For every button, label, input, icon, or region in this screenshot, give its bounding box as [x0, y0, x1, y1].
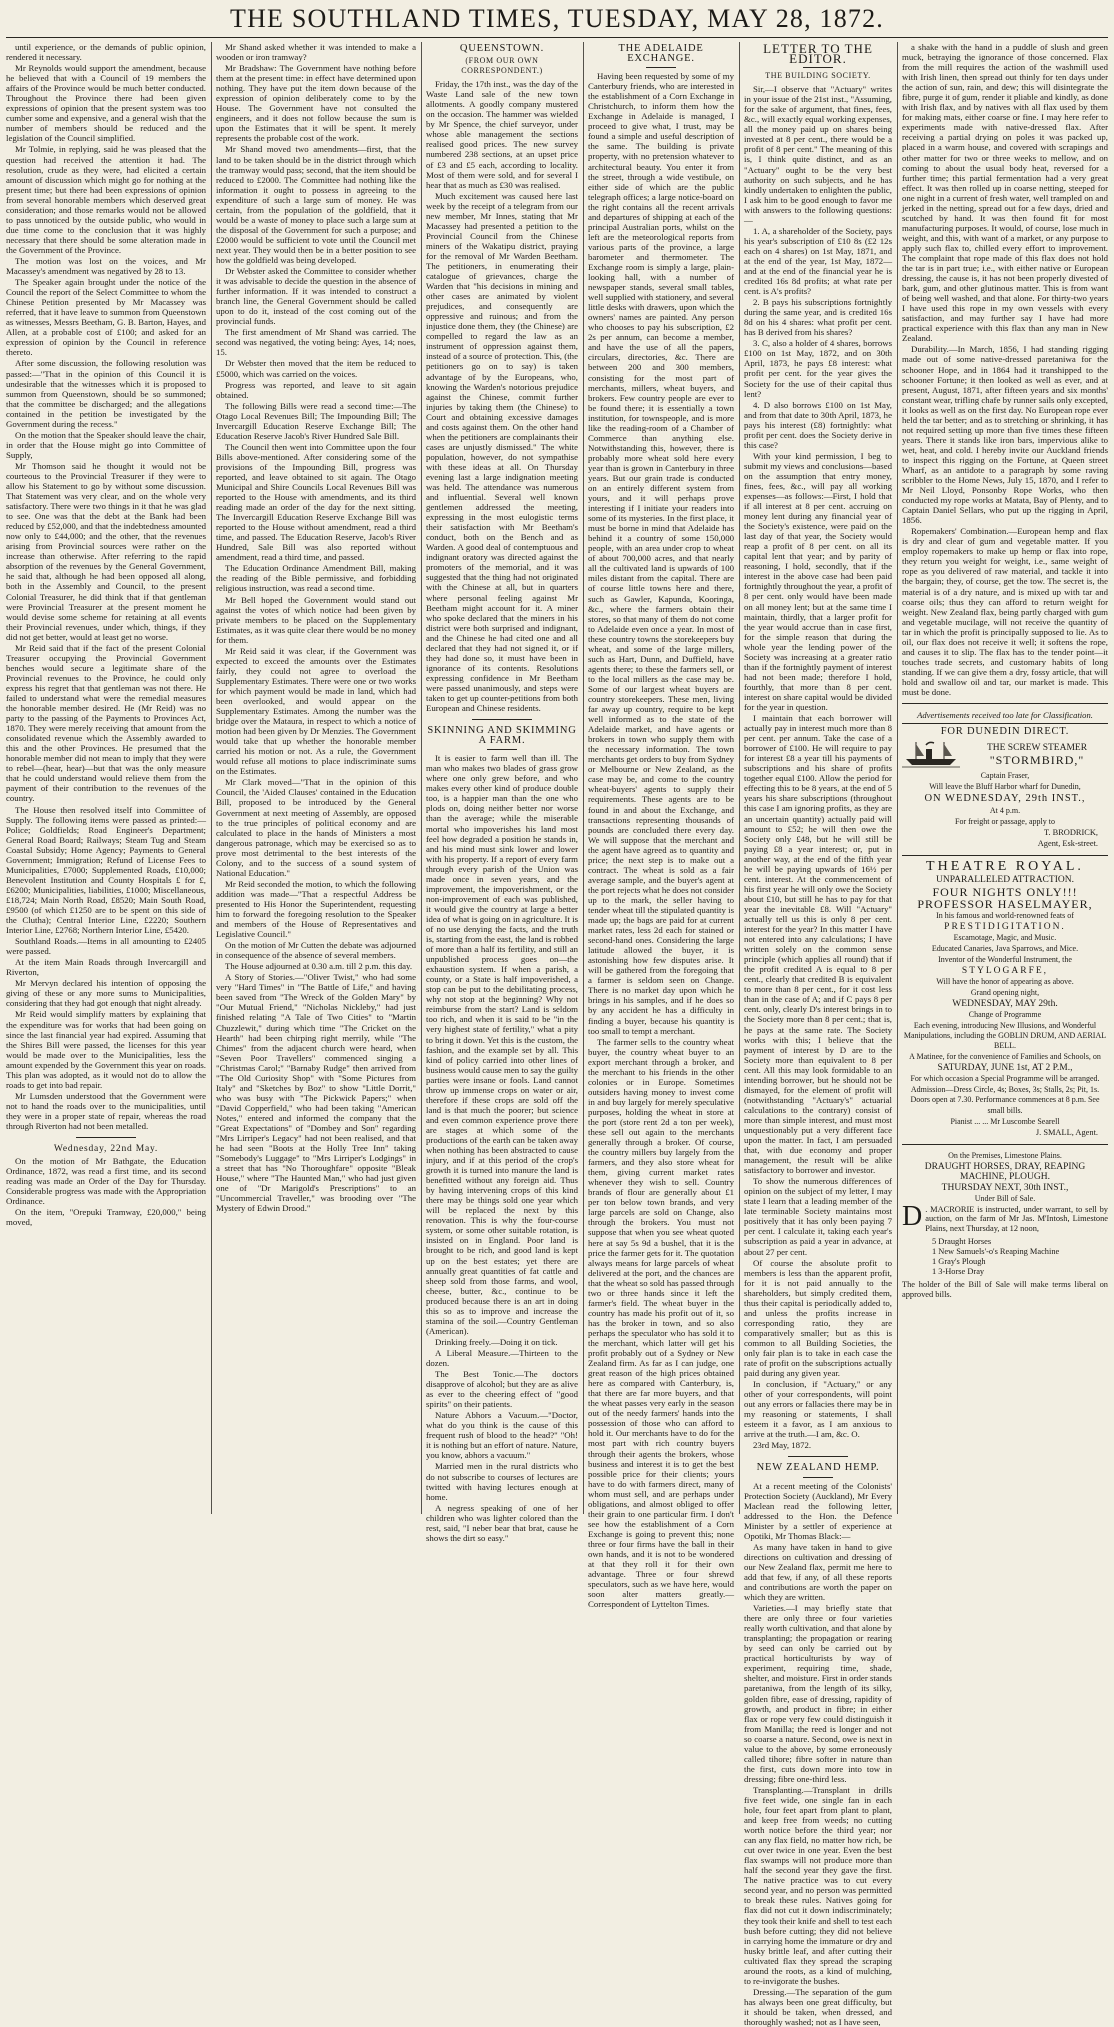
section-divider: [487, 749, 517, 750]
paragraph: In conclusion, if "Actuary," or any other of your correspondents, will point out any errors or fallacies there may be in my reasoning or statements, I shall esteem it a favor, as I am anxious to arrive at the truth.—I am, &c. O.: [744, 1379, 892, 1440]
ad-line: PROFESSOR HASELMAYER,: [917, 896, 1093, 911]
article-farm: [426, 753, 578, 1543]
paragraph: I maintain that each borrower will actually pay in interest much more than 8 per cent. per annum. Take the case of a borrower of £100. He will require to pay for interest £8 a year till his payments of subscriptions and his share of profits together equal £100. Allow the period for effecting this to be 8 years, at the end of 5 years his share subscriptions (throughout this case I am ignoring profits, as they are an uncertain quantity) actually paid will amount to £52; he will then owe the Society only £48, but he will still be paying £8 a year interest; or, put in another way, at the end of the fifth year he will be paying upwards of 16½ per cent. interest. At the commencement of his first year he will only owe the Society about £10, but still he has to pay for that year the inevitable £8. Will "Actuary" actually tell us this is only 8 per cent. interest for the year? In this matter I have not entered into any calculations; I have written solely on the common sense principle (which applies all round) that if the profit credited A is equal to 8 per cent., clearly that credited B is equivalent to more than 8 per cent., for it cost less than in the case of A; and if C pays 8 per cent. only, clearly D's interest brings in to the Society more than 8 per cent.; that is, he pays at the same rate. The Society works with this; I believe that the payment of interest by D are to the Society more than equivalent to 8 per cent. All this may look formidable to an intending borrower, but he should not be dismayed, for the element of profit will (notwithstanding "Actuary's" actuarial calculations to the contrary) consist of more than simple interest, and must most unquestionably put a very different face upon the matter. In fact, I am persuaded that, with due economy and proper management, the result will be alike satisfactory to borrower and investor.: [744, 713, 892, 1176]
ad-title: DRAUGHT HORSES, DRAY, REAPING MACHINE, PLOUGH.: [924, 1161, 1086, 1182]
council-report-wednesday: [6, 1156, 206, 1227]
paragraph: On the motion that the Speaker should leave the chair, in order that the House might go into Committee of Supply,: [6, 429, 206, 460]
paragraph: The Speaker again brought under the notice of the Council the report of the Select Committee to whom the Chinese Petition presented by Mr Macassey was referred, that it have leave to summon from Queenstown as witnesses, Messrs Beetham, G. B. Barton, Hayes, and Allen, at a probable cost of £100; and asked for an expression of opinion by the Council in reference thereto.: [6, 277, 206, 358]
paragraph: Much excitement was caused here last week by the receipt of a telegram from our new member, Mr Innes, stating that Mr Macassey had presented a petition to the Provincial Council from the Chinese miners of the Wakatipu district, praying for the removal of Mr Warden Beetham. The petitioners, in enumerating their catalogue of grievances, charge the Warden that "his decisions in mining and other cases are animated by violent prejudices, and consequently are oppressive and ruinous; and from the injustice done them, they (the Chinese) are compelled to regard the law as an instrument of oppression against them, instead of a source of protection. This, (the petitioners go on to say) is taken advantage of by the Europeans, who, knowing the Warden's notorious prejudice against the Chinese, commit further injuries by taking them (the Chinese) to Court and obtaining excessive damages and costs against them. On the other hand when the petitioners are complainants their cases are unjustly dismissed." The white population, however, do not sympathise with these ideas at all. On Thursday evening last a large indignation meeting was held. The attendance was numerous and influential. Several well known gentlemen addressed the meeting, expressing in the most eulogistic terms their satisfaction with Mr Beetham's conduct, both on the Bench and as Warden. A good deal of contemptuous and indignant oratory was directed against the promoters of the memorial, and it was suggested that the thing had not originated with the Chinese at all, but in quarters where personal feeling against Mr Beetham might account for it. A miner who spoke declared that the miners in his district were both surprised and indignant, and the Chinese he had cited one and all declared that they had not signed it, or if they had done so, it must have been in ignorance of its contents. Resolutions expressing confidence in Mr Beetham were passed unanimously, and steps were taken to get up counter-petitions from both European and Chinese residents.: [426, 190, 578, 714]
paragraph: Dr Webster asked the Committee to consider whether it was advisable to decide the question in the absence of further information. If it was intended to construct a branch line, the General Government should be called upon to do it, instead of the cost coming out of the provincial funds.: [216, 266, 416, 327]
paragraph: Friday, the 17th inst., was the day of the Waste Land sale of the new town allotments. A goodly company mustered on the occasion. The hammer was wielded by Mr Spence, the chief surveyor, under whose able management the sections realised good prices. The new survey numbered 238 sections, at an upset price of £3 and £5 each, according to locality. Most of them were sold, and for several I hear that as much as £30 was realised.: [426, 79, 578, 190]
ad-line: In his famous and world-renowned feats of: [936, 910, 1074, 920]
ad-line: Will have the honor of appearing as above.: [936, 976, 1074, 986]
paragraph: After some discussion, the following resolution was passed:—"That in the opinion of this Council it is undesirable that the witnesses which it is proposed to summon from Queenstown, should be so summoned; that the committee be discharged; and the allegations contained in the petition be investigated by the Government during the recess.": [6, 358, 206, 429]
ad-line: WEDNESDAY, MAY 29th.: [952, 999, 1058, 1010]
ad-item-list: [932, 1237, 1108, 1277]
paragraph: The House adjourned at 0.30 a.m. till 2 p.m. this day.: [225, 961, 413, 972]
paragraph: 1. A, a shareholder of the Society, pays his year's subscription of £10 8s (£2 12s each on 4 shares) on 1st May, 1871, and at the end of the year, 1st May, 1872—and at the end of the financial year he is credited 16s 8d profits; at what rate per cent. is A's profits?: [744, 225, 892, 297]
list-item: 1 New Samuels'-o's Reaping Machine: [932, 1246, 1060, 1256]
paragraph: Mr Bradshaw: The Government have nothing before them at the present time: in effect have determined upon nothing. They have put the item down because of the expression of opinion deliberately come to by the House. The Government have not consulted the engineers, and it does not follow because the sum is upon the Estimates that it will be spent. It merely represents the probable cost of the work.: [216, 63, 416, 144]
ad-line: SATURDAY, JUNE 1st, AT 2 P.M.,: [937, 1063, 1073, 1074]
paragraph: 2. B pays his subscriptions fortnightly during the same year, and is credited 16s 8d on his 4 shares: what profit per cent. has B derived from his shares?: [744, 297, 892, 338]
ad-line: Pianist ... ... Mr Luscombe Searell: [950, 1116, 1060, 1126]
section-divider: [788, 1456, 848, 1457]
letter-building-society: [744, 84, 892, 1450]
ad-body-text: . MACRORIE is instructed, under warrant, to sell by auction, on the farm of Mr Jas. M'Intosh, Limestone Plains, next Thursday, at 12 noon,: [925, 1204, 1108, 1234]
paragraph: A negress speaking of one of her children who was lighter colored than the rest, said, "I neber bear that brat, cause he shows the dirt so easy.": [426, 1502, 578, 1543]
ad-freight: For freight or passage, apply to: [955, 817, 1055, 827]
section-divider: [902, 723, 1108, 724]
ad-line: For which occasion a Special Programme will be arranged.: [910, 1074, 1100, 1084]
paragraph: Sir,—I observe that "Actuary" writes in your issue of the 21st inst., "Assuming, for the sake of argument, that fines, fees, &c., will exactly equal working expenses, all the money paid up on shares being invested at 8 per cent., there would be a profit of 8 per cent." The meaning of this is, I think quite distinct, and as an "Actuary" ought to be the very best authority on such subjects, and he has kindly undertaken to enlighten the public, I ask him to be good enough to favor me with answers to the following questions:—: [744, 84, 892, 225]
article-title-queenstown: QUEENSTOWN.: [459, 43, 545, 54]
paragraph: At the item Main Roads through Invercargill and Riverton,: [6, 957, 206, 978]
ad-footer: The holder of the Bill of Sale will make terms liberal on approved bills.: [902, 1279, 1108, 1299]
column-1: [6, 42, 206, 1514]
ad-line: Inventor of the Wonderful Instrument, the: [938, 954, 1072, 964]
drop-cap: D: [902, 1200, 923, 1232]
paragraph: Southland Roads.—Items in all amounting to £2405 were passed.: [6, 936, 206, 957]
ad-line: Each evening, introducing New Illusions, and Wonderful Manipulations, including the GOBLIN DRUM, AND AERIAL BELL.: [903, 1021, 1107, 1051]
paragraph: The Council then went into Committee upon the four Bills above-mentioned. After considering some of the provisions of the Impounding Bill, progress was reported, and leave obtained to sit again. The Otago Municipal and Shire Councils Local Revenues Bill was reported to the House with amendments, and its third reading made an order of the day for the next sitting. The Invercargill Education Reserve Exchange Bill was reported to the House without amendment, read a third time, and passed. The Education Reserve, Jacob's River Hundred, Sale Bill was also reported without amendment, read a third time, and passed.: [216, 441, 416, 563]
paragraph: 3. C, also a holder of 4 shares, borrows £100 on 1st May, 1872, and on 30th April, 1873, he pays £8 interest: what profit per cent. for the year gives the Society for the use of their capital thus lent?: [744, 338, 892, 399]
paragraph: The House then resolved itself into Committee of Supply. The following items were passed as printed:—Police; Goldfields; Road Engineer's Department; General Road Board; Railways; Steam Tug and Steam Coastal Subsidy; Home Agency; Payments to General Government; Immigration; Refund of License Fees to Municipalities, £7000; Supplemented Roads, £10,000; Benevolent Institution and County Hospitals £ for £, £6200; Municipalities, liabilities, £1000; Miscellaneous, £18,724; Main North Road, £8520; Main South Road, £9500 (of which £1250 are to be spent on this side of the Clutha); Central Interior Line, £2220; Southern Interior Line, £2768; Northern Interior Line, £5420.: [6, 804, 206, 936]
paragraph: A Story of Stories.—"Oliver Twist," who had some very "Hard Times" in "The Battle of Life," and having been saved from "The Wreck of the Golden Mary" by "Our Mutual Friend," "Nicholas Nickleby," had just finished relating "A Tale of Two Cities" to "Martin Chuzzlewit," during which time "The Cricket on the Hearth" had been chirping right merrily, while "The Chimes" from the adjacent church were heard, when "Seven Poor Travellers" commenced singing a "Christmas Carol;" "Barnaby Rudge" then arrived from "The Old Curiosity Shop" with "Some Pictures from Italy" and "Sketches by Boz" to show "Little Dorrit," who was busy with "The Pickwick Papers;" when "David Copperfield," who had been taking "American Notes," entered and informed the company that the "Great Expectations" of "Dombey and Son" regarding "Mrs Lirriper's Legacy" had not been realised, and that he had seen "Boots at the Holly Tree Inn" taking "Somebody's Luggage" to "Mrs Lirriper's Lodgings" in a street that has "No Thoroughfare" opposite "Bleak House," where "The Haunted Man," who had just given one of "Dr Marigold's Prescriptions" to an "Uncommercial Traveller," was brooding over "The Mystery of Edwin Drood.": [216, 972, 416, 1214]
ad-body: [902, 1200, 1108, 1234]
article-nz-hemp: [744, 1481, 892, 2027]
column-rule: [897, 42, 898, 1514]
section-divider: [902, 855, 1108, 856]
ad-line: Grand opening night,: [970, 987, 1040, 997]
ad-line: THE SCREW STEAMER: [986, 742, 1088, 753]
paragraph: Varieties.—I may briefly state that there are only three or four varieties really worth cultivation, and that alone by transplanting; the propagation or rearing by seed can only be carried out by practical horticulturists by way of experiment, requiring time, shade, shelter, and moisture. First in order stands paretaniwa, from the length of its silky, golden fibre, ease of dressing, rapidity of growth, and product in fibre; in either flax or rope very few could distinguish it from Manilla; the reed is longer and not so coarse a nature. Second, owe is next in value to the above, by some erroneously called tihore; fibre softer in nature than the first, cuts down more into tow in dressing; fibre one-third less.: [744, 1603, 892, 1784]
column-2: [216, 42, 416, 1514]
paragraph: Nature Abhors a Vacuum.—"Doctor, what do you think is the cause of this frequent rush of blood to the head?" "Oh! it is nothing but an effort of nature. Nature, you know, abhors a vacuum.": [426, 1410, 578, 1461]
paragraph: Mr Shand asked whether it was intended to make a wooden or iron tramway?: [216, 42, 416, 63]
paragraph: Mr Thomson said he thought it would not be courteous to the Provincial Treasurer if they were to allow his Statement to go by without some discussion. That Statement was very clear, and on the whole very satisfactory. There were two things in it that he was glad to see. One was that the debt at the Bank had been reduced by £52,000, and that the indebtedness amounted now only to £44,000; and the other, that the revenues arising from Provincial sources were rather on the increase than otherwise. After referring to the rapid absorption of the revenues by the General Government, he said that, although he had been opposed all along, both in the Assembly and Council, to the present Colonial Treasurer, he did think that if that gentleman were Provincial Treasurer at the present moment he would devise some scheme for retaining at all events their Provincial revenues, under which, things, if they did not get better, would at least get no worse.: [6, 460, 206, 642]
paragraph: Mr Reid seconded the motion, to which the following addition was made—"That a respectful Address be presented to His Honor the Superintendent, requesting him to forward the foregoing resolution to the Speaker and members of the House of Representatives and Legislative Council.": [216, 878, 416, 940]
ad-body: Will leave the Bluff Harbor wharf for Dunedin,: [929, 782, 1081, 792]
ad-line: Educated Canaries, Java Sparrows, and Mice.: [931, 943, 1079, 953]
steamship-icon: [902, 739, 960, 769]
section-divider: [803, 1477, 833, 1478]
ad-line: Under Bill of Sale.: [974, 1193, 1036, 1203]
section-divider: [472, 719, 532, 720]
council-report-continued: [6, 42, 206, 1131]
ad-time: At 4 p.m.: [989, 806, 1021, 816]
ad-captain: Captain Fraser,: [980, 771, 1030, 781]
paragraph: With your kind permission, I beg to submit my views and conclusions—based on the assumption that entry money, fines, fees, &c., will pay all working expenses—as follows:—First, I hold that if all interest at 8 per cent. accruing on money lent during any financial year of the Society's existence, were paid on the last day of that year, the Society would reap a profit of 8 per cent. on all its capital lent that year; and by parity of reasoning, I hold, secondly, that if the interest in the above case had been paid fortnightly throughout the year, a profit of 8 per cent. only would have been made on all money lent; but at the same time I maintain, thirdly, that a larger profit for the year would accrue than in case first, for the simple reason that during the whole year the lending power of the Society was increasing at a greater ratio than if the fortnightly payment of interest had not been made; therefore I hold, fourthly, that more than 8 per cent. interest on share capital would be divided for the year in question.: [744, 450, 892, 712]
ad-agent-name: T. BRODRICK,: [1043, 828, 1098, 838]
ad-line: Escamotage, Magic, and Music.: [953, 932, 1057, 942]
article-subtitle: (FROM OUR OWN CORRESPONDENT.): [461, 56, 543, 76]
masthead: THE SOUTHLAND TIMES, TUESDAY, MAY 28, 1872.: [230, 4, 884, 33]
masthead-rule: [6, 37, 1108, 38]
ad-line: UNPARALLELED ATTRACTION.: [936, 874, 1074, 885]
column-5: [744, 41, 892, 2027]
list-item: 1 Gray's Plough: [932, 1256, 986, 1266]
paragraph: Progress was reported, and leave to sit again obtained.: [216, 379, 416, 400]
ad-line: PRESTIDIGITATION.: [944, 921, 1066, 932]
paragraph: Ropemakers' Combination.—European hemp and flax is dry and clear of gum and vegetable matter. If you employ ropemakers to make up hemp or flax into rope, they return you weight for weight, i.e., same weight of rope as you delivered of raw material, and tackle it into the bargain; they, of course, get the tow. The secret is, the material is of a dry nature, and is mixed up with tar and coarse oils; thus they can afford to return weight for weight. New Zealand flax, being partly charged with gum and vegetable mucilage, will not receive the quantity of tar in which the profit is principally supposed to lie. As to oil, our flax does not receive it well; it softens the rope, and causes it to slip. The flax has to the tender point—it touches trade secrets, and customary habits of long standing. If we can give them a dry, fossy article, that will hold and swallow oil and tar, our market is made. This must be done.: [902, 526, 1108, 697]
ad-dunedin-steamer: [902, 727, 1108, 849]
paragraph: On the item, "Orepuki Tramway, £20,000," being moved,: [6, 1207, 206, 1228]
paragraph: Mr Reid said that if the fact of the present Colonial Treasurer occupying the Provincial Government benches would secure a legitimate share of the Provincial revenues to the Province, he could only express his regret that that gentleman was not there. He failed to understand what were the remedial measures the honorable member desired. He (Mr Reid) was no party to the passing of the Payments to Provinces Act, 1870. They were merely receiving that amount from the consolidated revenue which the Assembly awarded to this and the other Provinces. He presumed that the honorable member did not mean to imply that they were to rebel—(hear, hear)—but that was the only measure that he could understand would relieve them from the payment of their contribution to the revenues of the country.: [6, 642, 206, 804]
list-item: 5 Draught Horses: [932, 1236, 992, 1246]
paragraph: Mr Shand moved two amendments—first, that the land to be taken should be in the district through which the tramway would pass; second, that the item should be reduced to £2000. The Committee had nothing like the information it ought to possess in agreeing to the expenditure of such a large sum of money. He was certain, from the population of the goldfield, that it would be a waste of money to place such a large sum at the disposal of the Government for such a purpose; and £2000 would be sufficient to vote until the Council met next year. They would then be in a better position to see how the goldfield was being developed.: [216, 144, 416, 265]
paragraph: The following Bills were read a second time:—The Otago Local Revenues Bill; The Impounding Bill; The Invercargill Education Reserve Exchange Bill; The Education Reserve Jacob's River Hundred Sale Bill.: [216, 400, 416, 441]
column-rule: [211, 42, 212, 1514]
ad-date: ON WEDNESDAY, 29th INST.,: [924, 793, 1086, 805]
article-queenstown: [426, 79, 578, 713]
column-rule: [739, 42, 740, 1514]
council-report-continued-2: [216, 42, 416, 1213]
paragraph: Durability.—In March, 1856, I had standing rigging made out of some native-dressed paretaniwa for the schooner Hope, and in 1864 had it transhipped to the schooner Fortune; it then looked as well as ever, and at present, August, 1871, after fifteen years and six months' constant wear, trifling chafe by runner sails only excepted, it looks as well as on the first day. No European rope ever held the tar better; and as to stretching or shrinking, it has not required setting up more than five times these fifteen years. There it stands like iron bars, impervious alike to wet, heat, and cold. I hereby invite our Auckland friends to inspect this rigging on the Fortune, at Queen street Wharf, as an antidote to a paragraph by some raving scribbler to the Home News, July 15, 1870, and I refer to Mr Neil Lloyd, Ponsonby Rope Works, who then conducted my rope works at Matata, Bay of Plenty, and to Captain Daniel Sellars, who put up the rigging in April, 1856.: [902, 344, 1108, 526]
ad-agent: Agent, Esk-street.: [1037, 839, 1098, 849]
paragraph: The Best Tonic.—The doctors disapprove of alcohol; but they are as alive as ever to the cheering effect of "good spirits" on their patients.: [426, 1369, 578, 1410]
column-6: [902, 42, 1108, 1514]
paragraph: Dr Webster then moved that the item be reduced to £5000, which was carried on the voices.: [216, 358, 416, 379]
paragraph: Having been requested by some of my Canterbury friends, who are interested in the establishment of a Corn Exchange in Christchurch, to inform them how the Exchange in Adelaide is managed, I proceed to give what, I trust, may be found a simple and useful description of the same. The building is private property, with no pretension whatever to architectural beauty. You enter it from the street, through a wide vestibule, on either side of which are the public telegraph offices; a large notice-board on the right contains all the recent arrivals and departures of shipping at each of the principal Australian ports, whilst on the left are the meteorological reports from various parts of the province, a large barometer and thermometer. The Exchange room is simply a large, plain-looking hall, with a number of newspaper stands, several small tables, well supplied with stationery, and several little desks with drawers, upon which the owners' names are painted. Any person who chooses to pay his subscription, £2 2s per annum, can become a member, and have the use of all the papers, circulars, directories, &c. There are between 200 and 300 members, consisting for the most part of merchants, millers, wheat buyers, and brokers. Few country people are ever to be found there; it is essentially a town institution, for townspeople, and is more like the reading-room of a Chamber of Commerce than anything else. Notwithstanding this, however, there is probably more wheat sold here every year than is grown in Canterbury in three years. But our grain trade is conducted on an entirely different system from yours, and it will perhaps prove interesting if I initiate your readers into some of its mysteries. In the first place, it must be borne in mind that Adelaide has behind it a country of some 150,000 people, with an area under crop to wheat of about 700,000 acres, and that nearly all the cultivated land is upwards of 100 miles distant from the capital. There are of course little towns here and there, such as Gawler, Kapunda, Kooringa, &c., where the farmers obtain their stores, so that many of them do not come to Adelaide even once a year. In most of these country towns the storekeepers buy wheat, and some of the large millers, such as Hart, Dunn, and Duffield, have agents there; to these the farmers sell, or to the local millers as the case may be. Some of our largest wheat buyers are country storekeepers. These men, living far away up country, require to be kept well informed as to the state of the Adelaide market, and have agents or brokers in town who supply them with the necessary information. The town merchants get orders to buy from Sydney or Melbourne or New Zealand, as the case may be, and come to the country wheat-buyers' agents to supply their requirements. These agents are to be found in and about the Exchange, and transactions representing thousands of pounds are concluded there every day. We will suppose that the merchant and the agent have agreed as to quantity and price; the next step is to make out a contract. The wheat is sold as a fair average sample, and the buyer's agent at the port rejects what he does not consider up to the mark, the seller having to tender wheat till the stipulated quantity is made up; the bags are paid for at current market rates, less 2d each for stained or second-hand ones. Considering the large latitude allowed the buyer, it is astonishing how few disputes arise. It will be gathered from the foregoing that a farmer is seldom seen on Change. There is no market day upon which he brings in his samples, and if he does so by any accident he has a difficulty in finding a buyer, because his quantity is too small to tempt a merchant.: [588, 71, 734, 1036]
paragraph: Mr Mervyn declared his intention of opposing the giving of these or any more sums to Municipalities, considering that they had got enough that night already.: [6, 978, 206, 1009]
ad-title: THEATRE ROYAL.: [926, 859, 1084, 875]
paragraph: Mr Reid said it was clear, if the Government was expected to exceed the amounts over the Estimates fairly, they could not agree to overload the Supplementary Estimates. There were one or two works for which payment would be made in land, which had been overlooked, and would appear on the Supplementary Estimates. Among the number was the bridge over the Mataura, in respect to which a notice of motion had been given by Dr Menzies. The Government would take that up whether the honorable member carried his motion or not. As a rule, the Government would refuse all motions to place indiscriminate sums on the Estimates.: [216, 645, 416, 777]
column-3: [426, 42, 578, 1543]
paragraph: The motion was lost on the voices, and Mr Macassey's amendment was negatived by 28 to 13.: [6, 255, 206, 277]
ad-line: On the Premises, Limestone Plains.: [948, 1150, 1062, 1160]
paragraph: At a recent meeting of the Colonists' Protection Society (Auckland), Mr Every Maclean read the following letter, addressed to the Hon. the Defence Minister by a settler of experience at Opotiki, Mr Thomas Black:—: [744, 1480, 892, 1541]
article-nz-hemp-continued: [902, 42, 1108, 697]
paragraph: The farmer sells to the country wheat buyer, the country wheat buyer to an export merchant through a broker, and the merchant to his friends in the other colonies or in Europe. Sometimes outsiders having money to invest come in and buy largely for merely speculative purposes, holding the wheat in store at the port (store rent 2d a ton per week), these sell out again to the merchants generally through a broker. Of course, the country millers buy largely from the farmers, and they also store wheat for them, giving current market rates whenever they wish to sell. Country brands of flour are generally about £1 per ton below town brands, and very large parcels are sold on Change, also through the brokers. You must not suppose that when you see wheat quoted here at say 5s 9d a bushel, that it is the price the farmer gets for it. The quotation always means for large parcels of wheat delivered at the port, and the chances are that the wheat so sold has passed through two or three hands since it left the farmer's field. The wheat buyer in the country has made his profit out of it, so has the broker in town, and so also perhaps the speculator who has sold it to the merchant, which latter will get his profit probably out of a Sydney or New Zealand firm. As far as I can judge, one great reason of the high prices obtained here as compared with Canterbury, is, that there are far more buyers, and that the wheat passes very early in the season out of the needy farmers' hands into the possession of those who can afford to hold it. Our merchants have to do for the most part with rich country buyers through their agents the brokers, whose business and interest it is to get the best possible price for their clients; yours have to do with farmers direct, many of whom must sell, and are perhaps under obligations, and almost obliged to offer their grain to one particular firm. I don't see how the establishment of a Corn Exchange is going to prevent this; none three or four firms have the ball in their own hands, and it is not to be wondered at that they roll it for their own advantage. Three or four shrewd speculators, such as we have here, would soon alter matters greatly.—Correspondent of Lyttelton Times.: [588, 1036, 734, 1610]
ad-auction: [902, 1151, 1108, 1300]
column-4: [588, 42, 734, 1610]
ad-line: A Matinee, for the convenience of Families and Schools, on: [909, 1052, 1101, 1062]
ad-theatre-royal: [902, 859, 1108, 1137]
ad-line: STYLOGARFE,: [961, 965, 1049, 976]
ad-line: Admission—Dress Circle, 4s; Boxes, 3s; Stalls, 2s; Pit, 1s. Doors open at 7.30. Performance commences at 8 p.m. See small bills.: [910, 1085, 1100, 1115]
paragraph: until experience, or the demands of public opinion, rendered it necessary.: [6, 42, 206, 63]
ads-heading: Advertisements received too late for Classification.: [917, 710, 1093, 721]
paragraph: It is easier to farm well than ill. The man who makes two blades of grass grow where one only grew before, and who makes every other kind of produce double too, is a happier man than the one who plods on, doing neither better nor worse than the average; while the miserable mortal who impoverishes his land most feel how degraded a position he stands in, and his mind must sink lower and lower with his property. If a report of every farm through every parish of the Union was made once in seven years, and the improvement, the impoverishment, or the non-improvement of each was published, it would give the country at large a better idea of what is going on in agriculture. It is of no use denying the facts, and the truth is, starting from the east, the land is robbed of more than a half its fertility, and still an unpublished process goes on—the exhaustion system. If when a parish, a county, or a State is half impoverished, a stop can be put to the debilitating process, why not stop at the beginning? Why not reimburse from the start? Land is seldom too rich, and when it is said to be "in the very highest state of fertility," what a pity to bring it down. Yet this is the custom, the fashion, and the example set by all. This kind of policy carried into other lines of business would cause men to say the guilty parties were insane or fools. Land cannot throw up immense crops on water or air, therefore if these crops are sold off the land is that much the poorer; but science and even common experience prove there are stages at which some of the productions of the earth can be taken away when nothing has been abstracted to cause injury, and if at this period of the crop's growth it is turned into manure the land is benefitted without any foreign aid. Thus by having intervening crops of this kind there may be things sold one year which will be replaced the next by this renovation. This is why the four-course system, or some other suitable rotation, is insisted on in England. Poor land is brought to be rich, and good land is kept up on the best estates; yet there are annually great quantities of fat cattle and sheep sold from those farms, and wool, cheese, butter, &c., continue to be produced because there is an art in doing this so as to improve and increase the stamina of the soil.—Country Gentleman (American).: [426, 753, 578, 1336]
article-title-letter: LETTER TO THE EDITOR.: [763, 41, 873, 67]
paragraph: Transplanting.—Transplant in drills five feet wide, one single fan in each hole, four feet apart from plant to plant, and keep free from weeds; no cutting worth notice before the third year; nor can any flax field, no matter how rich, be cut over twice in one year. Even the best flax swamps will not produce more than half the second year they gave the first. The native practice was to cut every second year, and no person was permitted to break these rules. Natives going for flax did not cut it down indiscriminately; they took their knife and shell to test each bush before cutting; they did not believe in carrying home the immature or dry and husky brittle leaf, and after cutting their cultivated flax they spread the scraping around the roots, as a kind of mulching, to re-invigorate the bushes.: [744, 1784, 892, 1986]
ad-agent: J. SMALL, Agent.: [1035, 1127, 1098, 1137]
article-title-farm: SKINNING AND SKIMMING A FARM.: [427, 725, 577, 747]
section-divider: [76, 1137, 136, 1138]
paragraph: The first amendment of Mr Shand was carried. The second was negatived, the voting being: Ayes, 14; noes, 15.: [216, 327, 416, 358]
paragraph: On the motion of Mr Cutten the debate was adjourned in consequence of the absence of several members.: [216, 940, 416, 961]
section-divider: [646, 67, 676, 68]
paragraph: Mr Lumsden understood that the Government were not to hand the roads over to the municipalities, until they were in a proper state of repair, whereas the road through Riverton had not been metalled.: [6, 1090, 206, 1131]
paragraph: Drinking freely.—Doing it on tick.: [435, 1336, 558, 1347]
paragraph: Mr Bell hoped the Government would stand out against the votes of which notice had been given by private members to be placed on the Supplementary Estimates, as it was quite clear there would be no money for them.: [216, 594, 416, 645]
paragraph: Of course the absolute profit to members is less than the apparent profit, for it is not paid annually to the shareholders, but simply credited them, thus their capital is periodically added to, and unless the profits increase in corresponding ratio, they are comparatively smaller; but as this is common to all Building Societies, the only fair plan is to take in each case the rate of profit on the subscriptions actually paid during any given year.: [744, 1257, 892, 1379]
paragraph: To show the numerous differences of opinion on the subject of my letter, I may state I learn that a leading member of the late terminable Society maintains most positively that it has only been paying 7 per cent. I calculate it, taking each year's subscription as paid a year in advance, at about 27 per cent.: [744, 1176, 892, 1257]
section-divider: [902, 703, 1108, 704]
ad-line: FOUR NIGHTS ONLY!!!: [932, 884, 1078, 899]
paragraph: 23rd May, 1872.: [753, 1440, 812, 1451]
paragraph: a shake with the hand in a puddle of slush and green muck, betraying the ignorance of those concerned. Flax from the mill requires the action of the washmill used with Irish linen, then spread out thinly for ten days under the action of sun, rain, and dew; this will disintegrate the fibre, purge it of gum, render it pliable and kindly, as done with Irish flax, and by natives with all flax used by them for making mats, either coarse or fine. I may here refer to experiments made with native-dressed flax. After receiving a partial drying on poles it was packed up, placed in a warm house, and covered with scrapings and other matter for two or three weeks to mellow, and on coming to about the usual body heat, reversed for a further time; this partial fermentation had a very great effect. It was then rolled up in coarse netting, steeped for one night in a current of fresh water, well trampled on and jerked in the netting, spread out for a few days, dried and scutched by hand. It was then found fit for most manufacturing purposes. It would, of course, lose much in weight, and this, with want of a market, or any purpose to apply such flax to, chilled every effort to improvement. The complaint that rope made of this flax does not hold the tar is in part true; i.e., with either native or European dressing, the cause is, it has not been properly divested of bark, gum, and other glutinous matter. This is from want of being well washed, and that alone. For thirty-two years I have used this rope in my own vessels with every satisfaction, and may further say I have had more practical experience with this flax than any man in New Zealand.: [902, 42, 1108, 344]
paragraph: 4. D also borrows £100 on 1st May, and from that date to 30th April, 1873, he pays his interest (£8) fortnightly: what profit per cent. does the Society derive in this case?: [744, 399, 892, 450]
subheading-wednesday: Wednesday, 22nd May.: [53, 1144, 159, 1155]
article-adelaide-exchange: [588, 71, 734, 1609]
paragraph: The Education Ordinance Amendment Bill, making the reading of the Bible permissive, and forbidding religious instruction, was read a second time.: [216, 563, 416, 594]
paragraph: Mr Reynolds would support the amendment, because he believed that with a Council of 19 members the affairs of the Province would be much better conducted. Throughout the Province there had been given expressions of opinion that the present system was too cumber some and expensive, and a general wish that the number of members should be reduced and the legislation of the Council simplified.: [6, 63, 206, 144]
ad-title: FOR DUNEDIN DIRECT.: [940, 726, 1070, 738]
column-rule: [421, 42, 422, 1514]
paragraph: Dressing.—The separation of the gum has always been one great difficulty, but it should be taken, when dressed, and thoroughly washed; not as I have seen,: [744, 1986, 892, 2027]
paragraph: A Liberal Measure.—Thirteen to the dozen.: [426, 1347, 578, 1368]
ship-name-block: [966, 742, 1108, 767]
section-divider: [902, 1144, 1108, 1145]
paragraph: Married men in the rural districts who do not subscribe to courses of lectures are twitted with having lectures enough at home.: [426, 1461, 578, 1502]
paragraph: Mr Tolmie, in replying, said he was pleased that the question had received the attention it had. The resolution, crude as they were, had elicited a certain amount of discussion which might go for nothing at the present time; but there had been expressions of opinion from several honorable members which deserved great consideration; and those remarks would not be allowed to pass unnoticed by the outside public, who would in due time come to the conclusion that it was highly necessary that there should be some alteration made in the Government of the Province.: [6, 144, 206, 255]
list-item: 1 3-Horse Dray: [932, 1266, 985, 1276]
ship-row: [902, 739, 1108, 769]
section-divider: [803, 67, 833, 68]
article-title-adelaide: THE ADELAIDE EXCHANGE.: [618, 43, 704, 65]
ad-line: Change of Programme: [968, 1010, 1042, 1020]
paragraph: As many have taken in hand to give directions on cultivation and dressing of our New Zealand flax, permit me here to add that few, if any, of all these reports and contributions are worth the paper on which they are written.: [744, 1541, 892, 1603]
column-rule: [583, 42, 584, 1514]
article-title-hemp: NEW ZEALAND HEMP.: [756, 1462, 880, 1474]
paragraph: On the motion of Mr Bathgate, the Education Ordinance, 1872, was read a first time, and its second reading was made an Order of the Day for Thursday. Considerable progress was made with the Appropriation Ordinance.: [6, 1156, 206, 1207]
paragraph: Mr Clark moved—"That in the opinion of this Council, the 'Aided Clauses' contained in the Education Bill, proposed to be introduced by the General Government at next meeting of Assembly, are opposed to the true principles of political economy and are calculated to place in the hands of Ministers a most dangerous patronage, which may be exercised so as to prove most detrimental to the best interests of the Colony, and to the success of a sound system of National Education.": [216, 777, 416, 878]
article-subtitle: THE BUILDING SOCIETY.: [765, 71, 871, 81]
ad-date: THURSDAY NEXT, 30th INST.,: [941, 1182, 1069, 1193]
ship-name: "STORMBIRD,": [989, 752, 1085, 767]
paragraph: Mr Reid would simplify matters by explaining that the expenditure was for works that had been going on since the last financial year had expired. Assuming that the Shires Bill were passed, the licenses for this year would be made over to the Municipalities, less the amount expended by the Government this year on roads. This plan was adopted, as it would not do to allow the roads to get into bad repair.: [6, 1009, 206, 1090]
